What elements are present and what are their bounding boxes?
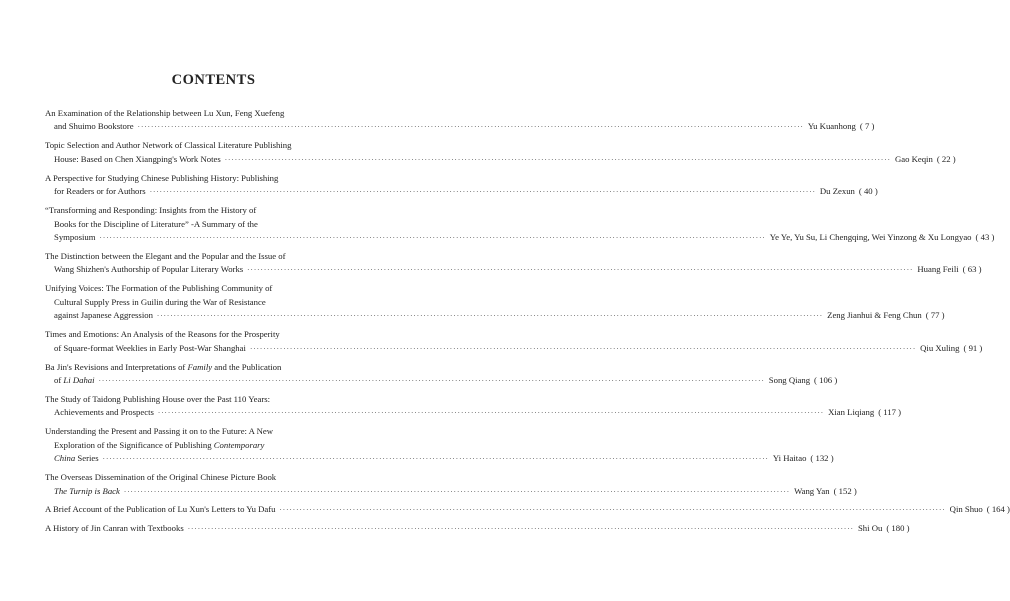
- toc-entry: [45, 471, 857, 498]
- entry-title-line: of Square-format Weeklies in Early Post-War Shanghai: [54, 342, 246, 353]
- entry-author: Ye Ye, Yu Su, Li Chengqing, Wei Yinzong & Xu Longyao: [769, 232, 972, 242]
- toc-entry: [45, 204, 995, 244]
- entry-author: Du Zexun: [819, 186, 855, 197]
- entry-final-line: [45, 342, 983, 355]
- entry-title-line: Topic Selection and Author Network of Classical Literature Publishing: [45, 140, 292, 151]
- toc-entry: [45, 328, 983, 355]
- entry-author: Qin Shuo: [949, 504, 983, 515]
- entry-page: ( 77 ): [925, 310, 945, 321]
- title-italic: Family: [187, 361, 213, 372]
- entry-page: ( 132 ): [810, 453, 834, 464]
- entry-final-line: [45, 263, 982, 276]
- toc-entry: [45, 393, 902, 420]
- entry-author: Qiu Xuling: [920, 342, 960, 353]
- entry-title-line: The Turnip is Back: [54, 485, 120, 496]
- dot-leader: ········································································································································································································: [149, 188, 816, 197]
- toc-entry: [45, 139, 956, 166]
- entry-title-line: Achievements and Prospects: [54, 407, 154, 418]
- entry-author: Shi Ou: [857, 523, 883, 534]
- entry-final-line: [45, 503, 1010, 516]
- entry-page: ( 117 ): [878, 407, 902, 418]
- entry-title-line: [54, 374, 95, 387]
- dot-leader: ········································································································································································································: [187, 525, 854, 534]
- entry-title-line: A Brief Account of the Publication of Lu Xun's Letters to Yu Dafu: [45, 504, 276, 515]
- entry-title-line: [54, 452, 99, 465]
- title-text: and the Publication: [212, 361, 282, 372]
- title-italic: Li Dahai: [63, 374, 95, 385]
- entry-final-line: [45, 522, 910, 535]
- dot-leader: ········································································································································································································: [247, 266, 914, 275]
- entry-title-line: Cultural Supply Press in Guilin during the War of Resistance: [54, 296, 266, 307]
- entry-author: Song Qiang: [768, 374, 811, 385]
- entry-title-line: Unifying Voices: The Formation of the Publishing Community of: [45, 283, 273, 294]
- entry-final-line: [45, 485, 857, 498]
- entry-page: ( 43 ): [975, 232, 995, 242]
- entry-title-line: A History of Jin Canran with Textbooks: [45, 523, 184, 534]
- entry-page: ( 180 ): [886, 523, 910, 534]
- entry-page: ( 106 ): [814, 374, 838, 385]
- dot-leader: ········································································································································································································: [123, 487, 791, 496]
- toc-entry: [45, 503, 1010, 516]
- entry-page: ( 40 ): [858, 186, 878, 197]
- entry-title-line: A Perspective for Studying Chinese Publishing History: Publishing: [45, 172, 279, 183]
- entry-title-line: House: Based on Chen Xiangping's Work Notes: [54, 153, 221, 164]
- dot-leader: ········································································································································································································: [224, 155, 891, 164]
- page-title: CONTENTS: [171, 72, 256, 88]
- entry-title-line: [45, 361, 380, 374]
- entry-title-line: The Overseas Dissemination of the Original Chinese Picture Book: [45, 472, 277, 483]
- entry-title-line: The Study of Taidong Publishing House over the Past 110 Years:: [45, 393, 271, 404]
- entry-title-line: for Readers or for Authors: [54, 186, 146, 197]
- entry-page: ( 7 ): [859, 121, 875, 132]
- entry-title-line: The Distinction between the Elegant and the Popular and the Issue of: [45, 250, 286, 261]
- entry-author: Zeng Jianhui & Feng Chun: [827, 310, 922, 321]
- toc-entry: [45, 361, 838, 388]
- entry-final-line: [45, 406, 902, 419]
- entry-page: ( 152 ): [833, 485, 857, 496]
- entry-page: ( 164 ): [986, 504, 1010, 515]
- entry-final-line: [45, 231, 995, 244]
- toc-entry: [45, 522, 910, 535]
- title-italic: China: [54, 453, 76, 464]
- entry-final-line: [45, 153, 956, 166]
- entry-author: Gao Keqin: [894, 153, 933, 164]
- dot-leader: ········································································································································································································: [99, 234, 766, 242]
- entry-page: ( 22 ): [936, 153, 956, 164]
- toc-entry: [45, 107, 875, 134]
- dot-leader: ········································································································································································································: [156, 312, 824, 321]
- entry-author: Wang Yan: [794, 485, 830, 496]
- toc-entry: [45, 250, 982, 277]
- entry-author: Xian Liqiang: [828, 407, 875, 418]
- entry-author: Yi Haitao: [772, 453, 807, 464]
- table-of-contents: [45, 107, 1010, 541]
- title-italic: Contemporary: [213, 439, 265, 450]
- toc-entry: [45, 282, 945, 322]
- entry-author: Huang Feili: [917, 264, 959, 275]
- entry-title-line: Books for the Discipline of Literature” -A Summary of the: [54, 218, 258, 229]
- entry-author: Yu Kuanhong: [807, 121, 856, 132]
- entry-final-line: [45, 309, 945, 322]
- entry-final-line: [45, 185, 878, 198]
- entry-title-line: against Japanese Aggression: [54, 310, 153, 321]
- dot-leader: ········································································································································································································: [98, 376, 765, 385]
- entry-page: ( 63 ): [962, 264, 982, 275]
- dot-leader: ········································································································································································································: [249, 344, 917, 353]
- dot-leader: ········································································································································································································: [137, 123, 804, 132]
- dot-leader: ········································································································································································································: [102, 455, 769, 464]
- title-text: of: [54, 374, 64, 385]
- entry-title-line: Times and Emotions: An Analysis of the Reasons for the Prosperity: [45, 329, 280, 340]
- entry-page: ( 91 ): [963, 342, 983, 353]
- entry-title-line: and Shuimo Bookstore: [54, 121, 134, 132]
- entry-title-line: Symposium: [54, 232, 96, 242]
- entry-final-line: [45, 374, 838, 387]
- dot-leader: ········································································································································································································: [279, 506, 946, 515]
- entry-title-line: Understanding the Present and Passing it on to the Future: A New: [45, 426, 274, 437]
- entry-title-line: [45, 439, 380, 452]
- toc-entry: [45, 172, 878, 199]
- title-text: Exploration of the Significance of Publishing: [54, 439, 214, 450]
- dot-leader: ········································································································································································································: [157, 409, 825, 418]
- entry-title-line: Wang Shizhen's Authorship of Popular Literary Works: [54, 264, 244, 275]
- title-text: Series: [75, 453, 99, 464]
- entry-title-line: “Transforming and Responding: Insights from the History of: [45, 205, 257, 216]
- entry-final-line: [45, 452, 834, 465]
- entry-title-line: An Examination of the Relationship between Lu Xun, Feng Xuefeng: [45, 108, 285, 118]
- toc-entry: [45, 425, 834, 465]
- title-text: Ba Jin's Revisions and Interpretations of: [45, 361, 188, 372]
- entry-final-line: [45, 120, 875, 133]
